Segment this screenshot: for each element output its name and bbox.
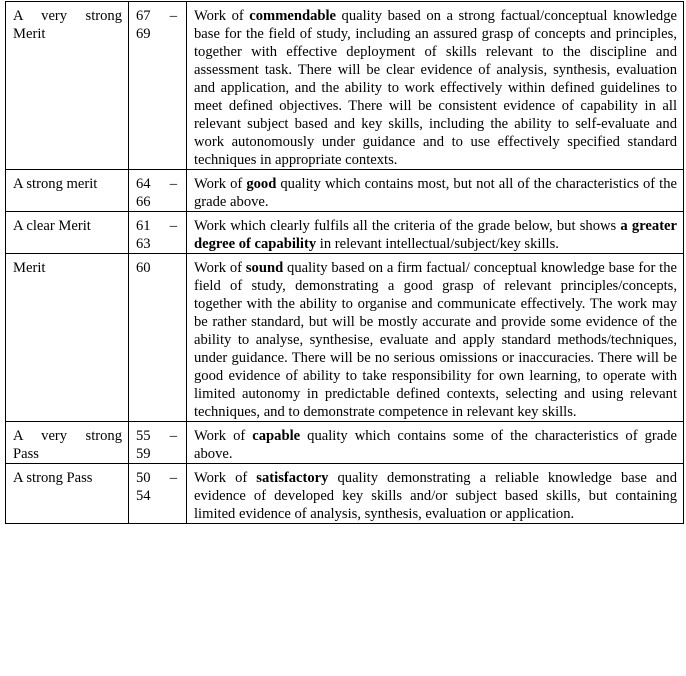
grade-cell: A strong merit bbox=[6, 170, 129, 212]
mark-low: 60 bbox=[136, 260, 151, 276]
description-text: Work of bbox=[194, 8, 250, 24]
mark-high: 59 bbox=[136, 446, 151, 462]
description-text: quality based on a strong factual/conceptual knowledge base for the field of study, including an assured grasp of concepts and principles, together with effective deployment of skills relevant to the discipline and assessment task. There will be clear evidence of analysis, synthesis, evaluation and application, and the ability to work effectively within defined guidelines to meet defined objectives. There will be consistent evidence of capability in all relevant subject based and key skills, including the ability to self-evaluate and work autonomously under guidance and to use effectively specified standard techniques in appropriate contexts. bbox=[194, 8, 677, 168]
range-dash: – bbox=[169, 428, 177, 444]
description-emphasis: capable bbox=[252, 428, 301, 444]
mark-range-cell bbox=[129, 170, 187, 212]
table-row bbox=[6, 2, 684, 170]
mark-range-cell bbox=[129, 2, 187, 170]
grade-cell: Merit bbox=[6, 254, 129, 422]
table-row bbox=[6, 254, 684, 422]
table-row bbox=[6, 464, 684, 524]
range-dash: – bbox=[169, 8, 177, 24]
table-row bbox=[6, 212, 684, 254]
range-dash: – bbox=[169, 218, 177, 234]
grade-criteria-table bbox=[5, 1, 684, 524]
mark-range-cell bbox=[129, 212, 187, 254]
description-cell bbox=[187, 212, 684, 254]
table-row bbox=[6, 170, 684, 212]
mark-low: 67 bbox=[136, 8, 151, 24]
description-text: Work of bbox=[194, 470, 257, 486]
description-text: Work of bbox=[194, 428, 253, 444]
mark-low: 55 bbox=[136, 428, 151, 444]
description-cell bbox=[187, 254, 684, 422]
description-cell bbox=[187, 2, 684, 170]
mark-low: 50 bbox=[136, 470, 151, 486]
description-emphasis: satisfactory bbox=[256, 470, 329, 486]
mark-high: 66 bbox=[136, 194, 151, 210]
description-cell bbox=[187, 422, 684, 464]
grade-cell: A strong Pass bbox=[6, 464, 129, 524]
grade-cell: A clear Merit bbox=[6, 212, 129, 254]
description-text: quality demonstrating a reliable knowledge base and evidence of developed key skills and/or subject based skills, but containing limited evidence of analysis, synthesis, evaluation or application. bbox=[194, 470, 677, 522]
description-text: quality based on a firm factual/ conceptual knowledge base for the field of study, demonstrating a good grasp of relevant principles/concepts, together with the ability to organise and communicate effectively. The work may be rather standard, but will be mostly accurate and provide some evidence of the ability to analyse, synthesise, evaluate and apply standard methods/techniques, under guidance. There will be no serious omissions or inaccuracies. There will be good evidence of ability to take responsibility for own learning, to operate with limited autonomy in predictable defined contexts, selecting and using relevant techniques, and to demonstrate competence in relevant key skills. bbox=[194, 260, 678, 420]
description-cell bbox=[187, 464, 684, 524]
description-text: quality which contains some of the characteristics of grade above. bbox=[194, 428, 678, 462]
mark-high: 54 bbox=[136, 488, 151, 504]
mark-low: 64 bbox=[136, 176, 151, 192]
description-emphasis: good bbox=[246, 176, 277, 192]
description-text: Work of bbox=[194, 260, 246, 276]
mark-low: 61 bbox=[136, 218, 151, 234]
description-text: quality which contains most, but not all of the characteristics of the grade above. bbox=[194, 176, 677, 210]
mark-range-cell bbox=[129, 254, 187, 422]
table-row bbox=[6, 422, 684, 464]
mark-range-cell bbox=[129, 422, 187, 464]
mark-high: 69 bbox=[136, 26, 151, 42]
description-emphasis: a greater degree of capability bbox=[194, 218, 678, 252]
description-emphasis: sound bbox=[245, 260, 284, 276]
description-text: in relevant intellectual/subject/key skills. bbox=[316, 236, 559, 252]
range-dash: – bbox=[169, 470, 177, 486]
description-cell bbox=[187, 170, 684, 212]
grade-cell: A very strong Merit bbox=[6, 2, 129, 170]
range-dash: – bbox=[169, 176, 177, 192]
description-emphasis: commendable bbox=[249, 8, 337, 24]
description-text: Work which clearly fulfils all the criteria of the grade below, but shows bbox=[194, 218, 621, 234]
grade-cell: A very strong Pass bbox=[6, 422, 129, 464]
mark-range-cell bbox=[129, 464, 187, 524]
mark-high: 63 bbox=[136, 236, 151, 252]
description-text: Work of bbox=[194, 176, 247, 192]
